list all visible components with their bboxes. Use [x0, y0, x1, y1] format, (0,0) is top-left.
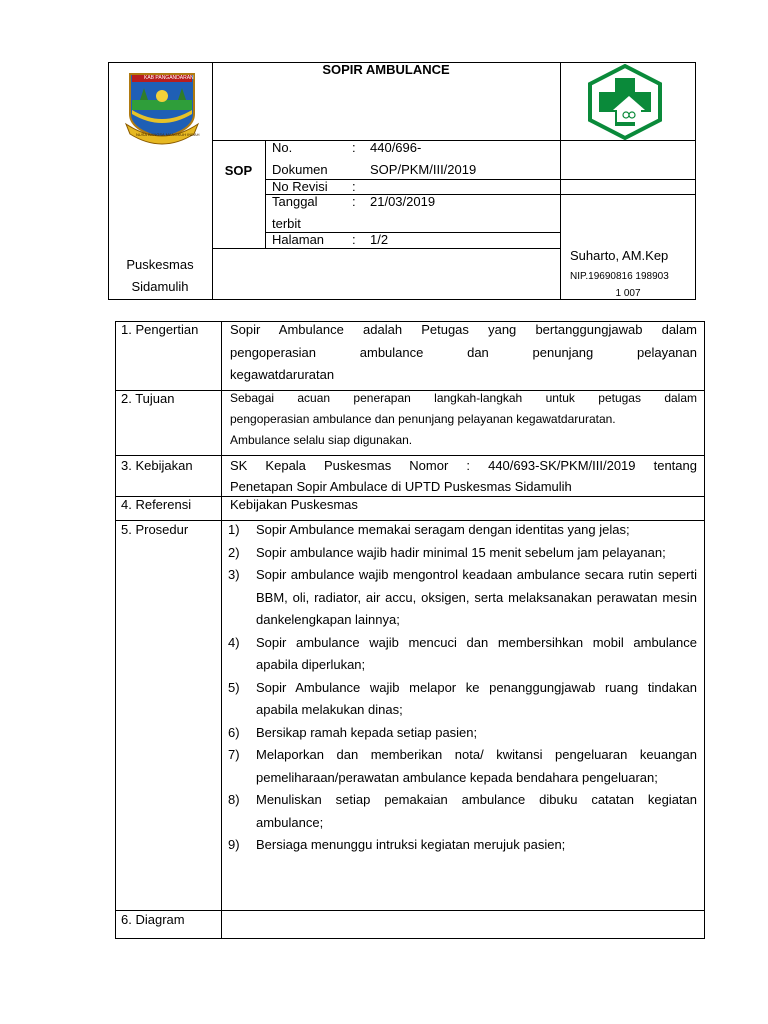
section-referensi-label: 4. Referensi [121, 497, 192, 512]
prosedur-item: 4) Sopir ambulance wajib mencuci dan membersihkan mobil ambulance apabila diperlukan; [228, 634, 697, 672]
pengertian-line-2: pengoperasian ambulance dan penunjang pelayanan [230, 344, 697, 360]
org-name-line-1: Puskesmas [126, 257, 194, 272]
tujuan-line-1: Sebagai acuan penerapan langkah-langkah untuk petugas dalam [230, 391, 697, 405]
kebijakan-line-1: SK Kepala Puskesmas Nomor : 440/693-SK/PKM/III/2019 tentang [230, 458, 697, 473]
field-no-revisi-label: No Revisi [272, 179, 328, 194]
prosedur-item: 9) Bersiaga menunggu intruksi kegiatan merujuk pasien; [228, 837, 566, 852]
section-kebijakan-label: 3. Kebijakan [121, 458, 193, 473]
field-no-dokumen-value-1: 440/696- [370, 140, 422, 155]
field-tanggal-label-1: Tanggal [272, 194, 318, 209]
section-diagram-label: 6. Diagram [121, 912, 185, 927]
signer-name: Suharto, AM.Kep [570, 248, 669, 263]
pengertian-line-3: kegawatdaruratan [230, 367, 335, 382]
prosedur-item: 2) Sopir ambulance wajib hadir minimal 15 menit sebelum jam pelayanan; [228, 544, 666, 560]
section-tujuan-label: 2. Tujuan [121, 391, 175, 406]
emblem-motto-text: NUSA BANGSA MANGKUH INDAH [136, 132, 200, 137]
section-referensi-text: Kebijakan Puskesmas [230, 497, 358, 512]
pengertian-line-1: Sopir Ambulance adalah Petugas yang bertanggungjawab dalam [230, 322, 697, 337]
puskesmas-logo [585, 64, 665, 140]
signer-nip-line-2: 1 007 [615, 288, 641, 299]
field-tanggal-colon: : [352, 194, 356, 209]
field-no-revisi-colon: : [352, 179, 356, 194]
signer-nip-line-1: NIP.19690816 198903 [570, 271, 669, 282]
section-kebijakan-text [230, 455, 697, 497]
prosedur-list [228, 519, 697, 857]
section-prosedur-label: 5. Prosedur [121, 522, 189, 537]
org-name-line-2: Sidamulih [131, 279, 189, 294]
section-pengertian-text [230, 319, 697, 387]
field-halaman-value: 1/2 [370, 232, 389, 247]
prosedur-item: 6) Bersikap ramah kepada setiap pasien; [228, 724, 478, 740]
document-title: SOPIR AMBULANCE [322, 62, 450, 77]
prosedur-item: 3) Sopir ambulance wajib mengontrol keadaan ambulance secara rutin seperti BBM, oli, radiator, air accu, oksigen, serta melaksanakan perawatan mesin dankelengkapan lainnya; [228, 567, 697, 627]
tujuan-line-3: Ambulance selalu siap digunakan. [230, 433, 413, 447]
field-tanggal-label-2: terbit [272, 216, 301, 231]
field-halaman-label: Halaman [272, 232, 325, 247]
sop-label: SOP [224, 163, 253, 178]
field-no-dokumen-colon: : [352, 140, 356, 155]
field-no-dokumen-label-2: Dokumen [272, 162, 328, 177]
kebijakan-line-2: Penetapan Sopir Ambulace di UPTD Puskesmas Sidamulih [230, 479, 572, 494]
emblem-title-text: KAB PANGANDARAN [144, 75, 194, 81]
tujuan-line-2: pengoperasian ambulance dan penunjang pelayanan kegawatdaruratan. [230, 412, 616, 426]
prosedur-item: 8) Menuliskan setiap pemakaian ambulance dibuku catatan kegiatan ambulance; [228, 792, 697, 830]
section-pengertian-label: 1. Pengertian [121, 322, 199, 337]
prosedur-item: 1) Sopir Ambulance memakai seragam dengan identitas yang jelas; [228, 522, 630, 537]
field-no-dokumen-value-2: SOP/PKM/III/2019 [370, 162, 477, 177]
prosedur-item: 7) Melaporkan dan memberikan nota/ kwitansi pengeluaran keuangan pemeliharaan/perawatan ambulance kepada bendahara pengeluaran; [228, 747, 697, 785]
prosedur-item: 5) Sopir Ambulance wajib melapor ke penanggungjawab ruang tindakan apabila melakukan dinas; [228, 679, 697, 717]
regional-emblem-logo [122, 70, 202, 146]
field-tanggal-value: 21/03/2019 [370, 194, 436, 209]
field-no-dokumen-label-1: No. [272, 140, 293, 155]
field-halaman-colon: : [352, 232, 356, 247]
section-tujuan-text [230, 388, 697, 451]
